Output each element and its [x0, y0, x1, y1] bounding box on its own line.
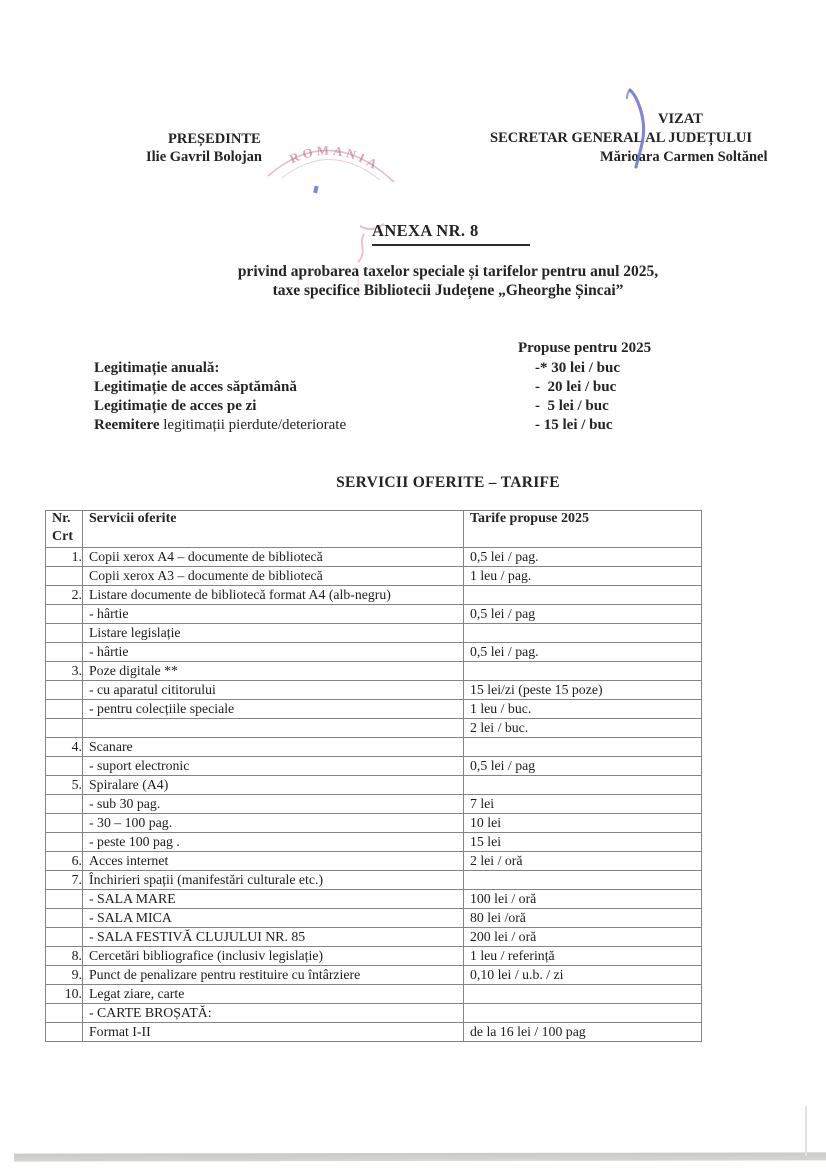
cell-service: Punct de penalizare pentru restituire cu întârziere: [83, 966, 464, 985]
table-row: [46, 890, 702, 909]
cell-nr: 4.: [46, 738, 83, 757]
cell-nr: 3.: [46, 662, 83, 681]
table-row: [46, 719, 702, 738]
cell-nr: 10.: [46, 985, 83, 1004]
fee-value: -* 30 lei / buc: [535, 360, 620, 376]
cell-nr: 5.: [46, 776, 83, 795]
fees-list: [0, 360, 826, 440]
cell-nr: [46, 757, 83, 776]
blue-ink-dot: [313, 186, 318, 194]
fee-label: Legitimație de acces săptămână: [94, 379, 297, 395]
cell-service: Listare documente de bibliotecă format A4 (alb-negru): [83, 586, 464, 605]
fees-header: Propuse pentru 2025: [518, 340, 652, 356]
fee-item: [0, 398, 826, 417]
cell-nr: [46, 909, 83, 928]
table-row: [46, 814, 702, 833]
cell-tarif: [464, 662, 702, 681]
table-row: [46, 757, 702, 776]
table-row: [46, 586, 702, 605]
table-row: [46, 776, 702, 795]
cell-nr: 7.: [46, 871, 83, 890]
president-name: Ilie Gavril Bolojan: [146, 149, 262, 165]
cell-service: - peste 100 pag .: [83, 833, 464, 852]
cell-nr: [46, 681, 83, 700]
cell-service: - hârtie: [83, 605, 464, 624]
cell-service: - CARTE BROȘATĂ:: [83, 1004, 464, 1023]
table-row: [46, 681, 702, 700]
cell-nr: 1.: [46, 548, 83, 567]
fee-label: Legitimație de acces pe zi: [94, 398, 257, 414]
cell-tarif: [464, 985, 702, 1004]
scan-page-edge-shadow: [14, 1152, 826, 1161]
cell-tarif: [464, 624, 702, 643]
cell-tarif: 15 lei: [464, 833, 702, 852]
cell-tarif: 15 lei/zi (peste 15 poze): [464, 681, 702, 700]
cell-nr: [46, 833, 83, 852]
cell-tarif: [464, 586, 702, 605]
table-row: [46, 947, 702, 966]
cell-service: [83, 719, 464, 738]
cell-tarif: 1 leu / pag.: [464, 567, 702, 586]
table-row: [46, 567, 702, 586]
table-row: [46, 700, 702, 719]
cell-nr: [46, 795, 83, 814]
cell-service: Scanare: [83, 738, 464, 757]
cell-tarif: [464, 1004, 702, 1023]
svg-text:ROMANIA: ROMANIA: [287, 142, 383, 174]
fee-item: [0, 360, 826, 379]
header-servicii: Servicii oferite: [83, 511, 464, 548]
table-row: [46, 795, 702, 814]
cell-service: Legat ziare, carte: [83, 985, 464, 1004]
fee-label: Legitimație anuală:: [94, 360, 220, 376]
cell-tarif: 1 leu / referință: [464, 947, 702, 966]
cell-service: Format I-II: [83, 1023, 464, 1042]
cell-service: Închirieri spații (manifestări culturale etc.): [83, 871, 464, 890]
table-row: [46, 548, 702, 567]
cell-service: - SALA MARE: [83, 890, 464, 909]
cell-tarif: 100 lei / oră: [464, 890, 702, 909]
cell-service: - cu aparatul cititorului: [83, 681, 464, 700]
cell-tarif: [464, 871, 702, 890]
cell-nr: [46, 719, 83, 738]
header-crt: Crt: [52, 529, 73, 544]
cell-tarif: 200 lei / oră: [464, 928, 702, 947]
table-row: [46, 662, 702, 681]
cell-tarif: 80 lei /oră: [464, 909, 702, 928]
cell-service: Spiralare (A4): [83, 776, 464, 795]
cell-service: - 30 – 100 pag.: [83, 814, 464, 833]
cell-nr: 9.: [46, 966, 83, 985]
cell-nr: [46, 890, 83, 909]
cell-tarif: [464, 776, 702, 795]
cell-service: Acces internet: [83, 852, 464, 871]
cell-tarif: 2 lei / buc.: [464, 719, 702, 738]
cell-service: Cercetări bibliografice (inclusiv legislație): [83, 947, 464, 966]
table-row: [46, 643, 702, 662]
table-row: [46, 605, 702, 624]
annex-title: ANEXA NR. 8: [372, 221, 479, 240]
table-row: [46, 966, 702, 985]
table-row: [46, 1023, 702, 1042]
cell-service: Poze digitale **: [83, 662, 464, 681]
cell-service: - pentru colecțiile speciale: [83, 700, 464, 719]
fee-value: - 20 lei / buc: [535, 379, 617, 395]
cell-tarif: 7 lei: [464, 795, 702, 814]
fee-item: [0, 417, 826, 436]
cell-nr: [46, 643, 83, 662]
cell-tarif: 10 lei: [464, 814, 702, 833]
cell-nr: [46, 700, 83, 719]
table-row: [46, 909, 702, 928]
cell-tarif: 0,5 lei / pag: [464, 605, 702, 624]
header-nr: Nr.: [52, 511, 71, 526]
fee-value: - 5 lei / buc: [535, 398, 609, 414]
secretary-title: SECRETAR GENERAL AL JUDEȚULUI: [490, 130, 753, 146]
table-row: [46, 928, 702, 947]
cell-tarif: [464, 738, 702, 757]
cell-service: Copii xerox A3 – documente de bibliotecă: [83, 567, 464, 586]
president-title: PREȘEDINTE: [168, 131, 261, 147]
cell-service: - sub 30 pag.: [83, 795, 464, 814]
table-row: [46, 624, 702, 643]
table-row: [46, 871, 702, 890]
scan-right-edge-line: [805, 1106, 807, 1156]
cell-nr: 6.: [46, 852, 83, 871]
cell-tarif: de la 16 lei / 100 pag: [464, 1023, 702, 1042]
table-row: [46, 1004, 702, 1023]
header-nr-crt: [46, 511, 83, 548]
table-row: [46, 833, 702, 852]
table-row: [46, 738, 702, 757]
cell-service: Copii xerox A4 – documente de bibliotecă: [83, 548, 464, 567]
cell-nr: [46, 1004, 83, 1023]
cell-service: Listare legislație: [83, 624, 464, 643]
cell-nr: [46, 567, 83, 586]
cell-service: - hârtie: [83, 643, 464, 662]
cell-nr: 2.: [46, 586, 83, 605]
cell-service: - SALA MICA: [83, 909, 464, 928]
cell-nr: [46, 624, 83, 643]
fee-label: Reemitere legitimații pierdute/deteriorate: [94, 417, 347, 433]
cell-tarif: 0,5 lei / pag: [464, 757, 702, 776]
romania-round-stamp: [252, 128, 412, 206]
fee-item: [0, 379, 826, 398]
cell-nr: [46, 814, 83, 833]
cell-tarif: 1 leu / buc.: [464, 700, 702, 719]
annex-title-underline: [372, 221, 530, 246]
subtitle-line-1: privind aprobarea taxelor speciale și tarifelor pentru anul 2025,: [237, 263, 659, 280]
cell-service: - suport electronic: [83, 757, 464, 776]
cell-tarif: 0,10 lei / u.b. / zi: [464, 966, 702, 985]
section-title: SERVICII OFERITE – TARIFE: [336, 474, 560, 491]
cell-nr: [46, 605, 83, 624]
cell-tarif: 2 lei / oră: [464, 852, 702, 871]
table-header-row: [46, 511, 702, 548]
secretary-name: Mărioara Carmen Soltănel: [600, 149, 768, 165]
header-tarife: Tarife propuse 2025: [464, 511, 702, 548]
visa-label: VIZAT: [658, 111, 703, 127]
table-row: [46, 985, 702, 1004]
cell-nr: 8.: [46, 947, 83, 966]
table-row: [46, 852, 702, 871]
cell-nr: [46, 928, 83, 947]
cell-nr: [46, 1023, 83, 1042]
tariffs-table: [45, 510, 702, 1042]
subtitle-line-2: taxe specifice Bibliotecii Județene „Gheorghe Șincai”: [272, 282, 624, 299]
cell-tarif: 0,5 lei / pag.: [464, 548, 702, 567]
fee-value: - 15 lei / buc: [535, 417, 613, 433]
cell-service: - SALA FESTIVĂ CLUJULUI NR. 85: [83, 928, 464, 947]
cell-tarif: 0,5 lei / pag.: [464, 643, 702, 662]
